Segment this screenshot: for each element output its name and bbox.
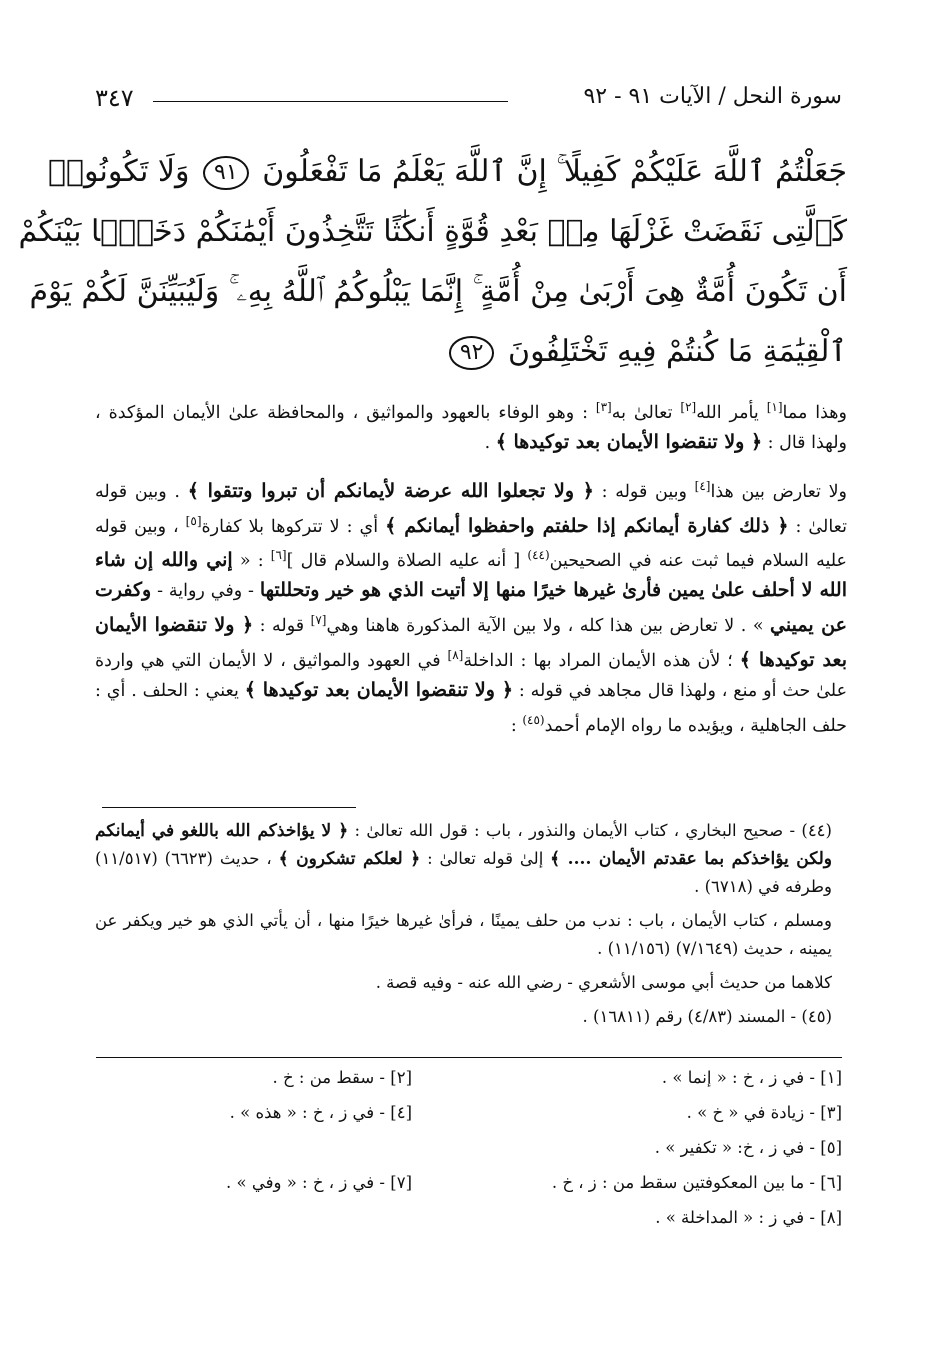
quoted-text: ﴿ ولا تجعلوا الله عرضة لأيمانكم أن تبروا وتتقوا ﴾ (187, 479, 594, 502)
text-run: يأمر الله (696, 402, 767, 423)
verse-text: جَعَلْتُمُ ٱللَّهَ عَلَيْكُمْ كَفِيلًا ۚ إِنَّ ٱللَّهَ يَعْلَمُ مَا تَفْعَلُونَ (262, 154, 847, 189)
verse-line (98, 322, 847, 382)
footnote (95, 907, 832, 963)
verse-text: ٱلْقِيَٰمَةِ مَا كُنتُمْ فِيهِ تَخْتَلِفُونَ (508, 334, 847, 369)
text-run: وهذا مما (782, 402, 847, 423)
text-run: (٤٥) - المسند (٤/٨٣) رقم (١٦٨١١) . (582, 1007, 832, 1026)
quoted-text: ﴿ لا يؤاخذكم الله باللغو في أيمانكم ولكن يؤاخذكم بما عقدتم الأيمان .... ﴾ (95, 821, 832, 869)
manuscript-variants (96, 1068, 842, 1243)
quoted-text: وكفرت عن يميني (95, 579, 847, 637)
footnote (95, 817, 832, 901)
quran-verse-block (18, 142, 847, 382)
text-run: » . لا تعارض بين هذا كله ، ولا بين الآية المذكورة هاهنا وهي (326, 616, 771, 637)
variant-row (96, 1173, 842, 1208)
reference-marker: [١] (766, 400, 783, 414)
variant-row (96, 1138, 842, 1173)
text-run: تعالىٰ به (611, 402, 681, 423)
paragraph (95, 393, 847, 458)
text-run: . (484, 432, 496, 453)
verse-line (48, 142, 847, 202)
quoted-text: ﴿ ذلك كفارة أيمانكم إذا حلفتم واحفظوا أيمانكم ﴾ (385, 514, 789, 537)
quoted-text: ﴿ ولا تنقضوا الأيمان بعد توكيدها ﴾ (244, 678, 513, 701)
text-run: (٤٤) - صحيح البخاري ، كتاب الأيمان والنذور ، باب : قول الله تعالىٰ : (348, 821, 832, 840)
variant-row (96, 1103, 842, 1138)
reference-marker: [٥] (185, 513, 202, 528)
reference-marker: (٤٥) (522, 712, 545, 727)
text-run: ولا تعارض بين هذا (710, 481, 848, 502)
quoted-text: ﴿ لعلكم تشكرون ﴾ (278, 849, 421, 869)
text-run: - وفي رواية - (151, 581, 260, 602)
text-run: أي : لا تتركوها بلا كفارة (201, 516, 386, 537)
variant-row (96, 1208, 842, 1243)
variant-note: [٨] - في ز : « المداخلة » . (655, 1208, 842, 1227)
variant-note: [٣] - زيادة في « خ » . (686, 1103, 842, 1122)
page-header (95, 84, 842, 116)
ayah-number-marker: ٩٢ (449, 336, 495, 370)
page-number: ٣٤٧ (95, 84, 134, 112)
footnote (95, 1003, 832, 1031)
text-run: : (510, 715, 523, 736)
paragraph (95, 472, 847, 741)
verse-line (18, 202, 847, 262)
text-run: ، وبين قوله عليه السلام فيما ثبت عنه في الصحيحين (95, 516, 847, 572)
quoted-text: إني والله إن شاء الله لا أحلف علىٰ يمين فأرىٰ غيرها خيرًا منها إلا أتيت الذي هو خير وتحللتها (95, 549, 847, 602)
variant-note: [٦] - ما بين المعكوفتين سقط من : ز ، خ . (551, 1173, 842, 1192)
text-run: ومسلم ، كتاب الأيمان ، باب : ندب من حلف يمينًا ، فرأىٰ غيرها خيرًا منها ، أن يأتي الذي هو خير ويكفر عن يمينه ، حديث (٧/١٦٤٩) (١١/١٥٦) . (95, 911, 832, 958)
text-run: . وبين قوله تعالىٰ : (95, 481, 847, 537)
quoted-text: ﴿ ولا تنقضوا الأيمان بعد توكيدها ﴾ (95, 614, 847, 671)
text-run: يعني : الحلف . أي : حلف الجاهلية ، ويؤيده ما رواه الإمام أحمد (95, 680, 847, 736)
text-run: ؛ لأن هذه الأيمان المراد بها : الداخلة (463, 650, 740, 671)
text-run: [ أنه عليه الصلاة والسلام قال ] (286, 551, 528, 572)
text-run: : وهو الوفاء بالعهود والمواثيق ، والمحافظة علىٰ الأيمان المؤكدة ، ولهذا قال : (95, 402, 847, 453)
footnotes (95, 817, 832, 1037)
variant-note: [٤] - في ز ، خ : « هذه » . (229, 1103, 412, 1122)
running-title: سورة النحل / الآيات ٩١ - ٩٢ (583, 84, 842, 109)
text-run: وبين قوله : (593, 481, 695, 502)
text-run: ، حديث (٦٦٢٣) (١١/٥١٧) وطرفه في (٦٧١٨) . (95, 849, 832, 896)
reference-marker: [٢] (680, 400, 697, 414)
commentary-text (95, 393, 847, 741)
text-run: كلاهما من حديث أبي موسى الأشعري - رضي الله عنه - وفيه قصة . (375, 973, 832, 992)
text-run: : « (232, 551, 271, 572)
verse-text: أَن تَكُونَ أُمَّةٌ هِىَ أَرْبَىٰ مِنْ أُمَّةٍ ۚ إِنَّمَا يَبْلُوكُمُ ٱللَّهُ بِهِۦ ۚ وَلَيُبَيِّنَنَّ لَكُمْ يَوْمَ (29, 274, 847, 309)
header-rule (153, 101, 508, 102)
ayah-number-marker: ٩١ (203, 156, 249, 190)
footnote-rule (102, 807, 356, 808)
text-run: في العهود والمواثيق ، لا الأيمان التي هي واردة علىٰ حث أو منع ، ولهذا قال مجاهد في قوله : (95, 650, 848, 701)
text-run: قوله : (253, 616, 311, 637)
reference-marker: [٧] (310, 613, 327, 628)
reference-marker: [٤] (694, 478, 711, 493)
verse-line (29, 262, 847, 322)
reference-marker: [٦] (270, 548, 287, 563)
variants-rule (96, 1057, 842, 1058)
quoted-text: ﴿ ولا تنقضوا الأيمان بعد توكيدها ﴾ (495, 430, 763, 453)
variant-row (96, 1068, 842, 1103)
verse-text: كَٱلَّتِى نَقَضَتْ غَزْلَهَا مِنۢ بَعْدِ قُوَّةٍ أَنكَٰثًا تَتَّخِذُونَ أَيْمَٰنَكُمْ دَخَلًۢا بَيْنَكُمْ (18, 214, 847, 249)
text-run: إلىٰ قوله تعالىٰ : (420, 849, 551, 868)
reference-marker: (٤٤) (527, 548, 550, 563)
variant-note: [٢] - سقط من : خ . (272, 1068, 412, 1087)
variant-note: [١] - في ز ، خ : « إنما » . (661, 1068, 842, 1087)
variant-note: [٧] - في ز ، خ : « وفي » . (226, 1173, 412, 1192)
reference-marker: [٨] (447, 648, 464, 663)
reference-marker: [٣] (595, 400, 612, 414)
variant-note: [٥] - في ز ، خ: « تكفير » . (654, 1138, 842, 1157)
verse-text: وَلَا تَكُونُوا۟ (48, 154, 190, 189)
footnote (95, 969, 832, 997)
